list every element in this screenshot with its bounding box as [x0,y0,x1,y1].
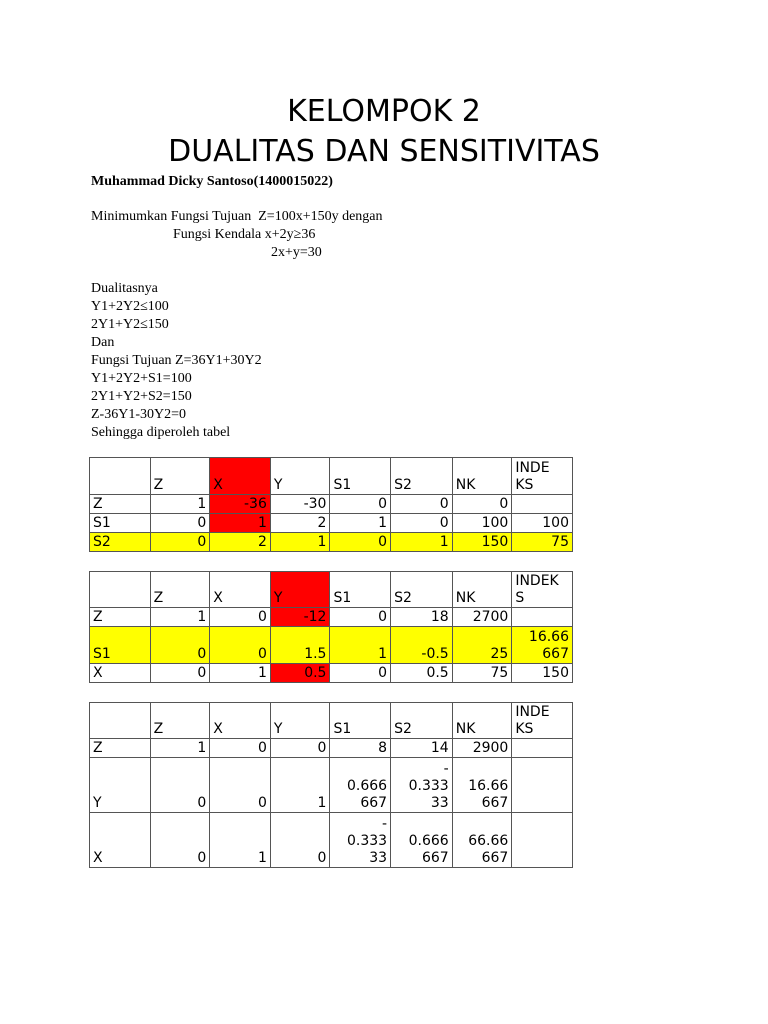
table-cell: 0 [391,514,453,533]
header-cell [90,572,151,608]
table-cell: 0 [270,813,330,868]
table-cell: 100 [512,514,573,533]
row-label: Z [90,608,151,627]
dual-equation-1: Y1+2Y2+S1=100 [91,371,192,386]
header-cell: Z [150,572,210,608]
row-label: Z [90,739,151,758]
table-cell: 0 [210,758,271,813]
dual-heading: Dualitasnya [91,281,158,296]
table-cell: 0.5 [391,664,453,683]
header-cell: NK [452,572,512,608]
table-row [90,514,573,533]
table-cell: 1 [330,627,391,664]
table-row [90,495,573,514]
table-cell: 1 [210,514,271,533]
table-cell: -36 [210,495,271,514]
header-cell: S1 [330,703,391,739]
header-cell: S2 [391,703,453,739]
header-cell: Y [270,458,330,495]
simplex-table-2 [89,571,573,683]
header-cell: Y [270,703,330,739]
row-label: S2 [90,533,151,552]
dual-constraint-1: Y1+2Y2≤100 [91,299,169,314]
problem-constraint-1: Fungsi Kendala x+2y≥36 [173,227,316,242]
table-cell: 1 [330,514,391,533]
row-label: X [90,664,151,683]
header-cell: S2 [391,458,453,495]
table-cell: 75 [452,664,512,683]
table-cell: 0 [150,533,210,552]
author-line: Muhammad Dicky Santoso(1400015022) [91,174,333,189]
header-cell: INDEK S [512,572,573,608]
table-header-row [90,458,573,495]
table-cell: 1 [210,664,271,683]
header-cell: Z [150,703,210,739]
table-header-row [90,572,573,608]
table-cell [512,758,573,813]
table-cell: 150 [512,664,573,683]
page-title: KELOMPOK 2 [287,94,481,129]
table-row [90,608,573,627]
table-cell: 0 [210,608,271,627]
table-cell: 0 [150,664,210,683]
header-cell: NK [452,703,512,739]
header-cell: INDE KS [512,703,573,739]
table-row-pivot [90,533,573,552]
header-cell [90,458,151,495]
row-label: Y [90,758,151,813]
table-cell: 0 [330,664,391,683]
header-cell-pivot: X [210,458,271,495]
row-label: Z [90,495,151,514]
table-cell: 0 [150,758,210,813]
table-cell: 100 [452,514,512,533]
table-cell: 0 [330,608,391,627]
header-cell: S1 [330,572,391,608]
table-cell: 0 [150,627,210,664]
table-header-row [90,703,573,739]
simplex-table-3 [89,702,573,868]
table-cell: 0 [210,739,271,758]
table-cell: 25 [452,627,512,664]
table-cell: 16.66 667 [512,627,573,664]
table-cell: 1 [150,495,210,514]
table-intro: Sehingga diperoleh tabel [91,425,231,440]
table-cell: -30 [270,495,330,514]
table-cell: 14 [391,739,453,758]
header-cell: NK [452,458,512,495]
dual-constraint-2: 2Y1+Y2≤150 [91,317,169,332]
table-cell: 0 [391,495,453,514]
table-cell: -0.5 [391,627,453,664]
dual-equation-2: 2Y1+Y2+S2=150 [91,389,192,404]
header-cell: X [210,703,271,739]
table-cell: 2 [210,533,271,552]
table-cell: 0 [330,495,391,514]
row-label: S1 [90,627,151,664]
dual-objective: Fungsi Tujuan Z=36Y1+30Y2 [91,353,262,368]
problem-constraint-2: 2x+y=30 [271,245,322,260]
page-subtitle: DUALITAS DAN SENSITIVITAS [168,134,600,169]
row-label: S1 [90,514,151,533]
header-cell: X [210,572,271,608]
table-cell: 8 [330,739,391,758]
table-cell: 1 [391,533,453,552]
table-cell: 0 [452,495,512,514]
header-cell: Z [150,458,210,495]
header-cell: S1 [330,458,391,495]
table-cell: 0.666 667 [330,758,391,813]
table-cell [512,495,573,514]
table-cell [512,739,573,758]
row-label: X [90,813,151,868]
table-row [90,813,573,868]
table-cell [512,608,573,627]
table-cell: 66.66 667 [452,813,512,868]
header-cell: S2 [391,572,453,608]
header-cell: INDE KS [512,458,573,495]
table-cell: -12 [270,608,330,627]
dual-equation-3: Z-36Y1-30Y2=0 [91,407,186,422]
table-cell: 0 [150,514,210,533]
table-row [90,739,573,758]
table-cell: 2700 [452,608,512,627]
table-cell: 75 [512,533,573,552]
table-cell: 1 [210,813,271,868]
table-row-pivot [90,627,573,664]
table-cell: 150 [452,533,512,552]
header-cell-pivot: Y [270,572,330,608]
table-cell: 18 [391,608,453,627]
simplex-table-1 [89,457,573,552]
table-cell: 0.666 667 [391,813,453,868]
table-cell: 1 [270,533,330,552]
header-cell [90,703,151,739]
table-cell: 1.5 [270,627,330,664]
problem-objective: Minimumkan Fungsi Tujuan Z=100x+150y dengan [91,209,383,224]
dual-dan: Dan [91,335,115,350]
table-cell: 2 [270,514,330,533]
table-cell: 1 [270,758,330,813]
table-cell: - 0.333 33 [391,758,453,813]
table-cell: - 0.333 33 [330,813,391,868]
table-cell: 0 [330,533,391,552]
table-row [90,664,573,683]
table-cell: 1 [150,739,210,758]
table-cell: 16.66 667 [452,758,512,813]
table-row [90,758,573,813]
table-cell [512,813,573,868]
table-cell: 0.5 [270,664,330,683]
table-cell: 0 [270,739,330,758]
table-cell: 1 [150,608,210,627]
table-cell: 0 [210,627,271,664]
table-cell: 0 [150,813,210,868]
table-cell: 2900 [452,739,512,758]
